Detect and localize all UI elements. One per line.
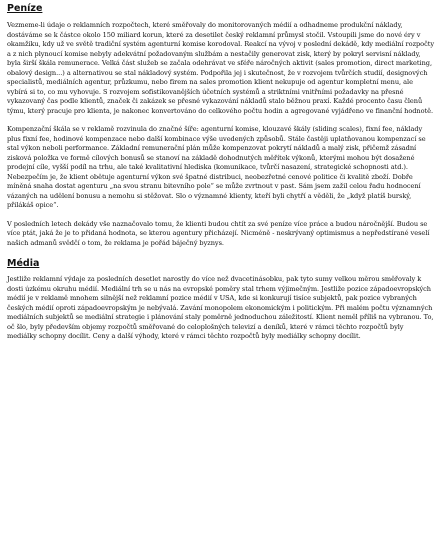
section-title-media: Média xyxy=(7,258,40,269)
money-paragraph-2: Kompenzační škála se v reklamě rozvinula do značné šíře: agenturní komise, klouzavé škály (sliding scales), fixní fee, náklady plus fixní fee, hodinové kompenzace nebo další kombinace výše uvedených způsobů. Stále častěji uplatňovanou kompenzací se stal výkon neboli performance. Základní remunerační plán může kompenzovat pokrytí nákladů a malý zisk, přičemž zásadní zisková položka ve formě cílových bonusů se stanoví na základě dohodnutých měřítek výkonů, kterými mohou být dosažené prodejní cíle, vyšší podíl na trhu, ale také kvalitativní hlediska (komunikace, tvůrčí nasazení, strategické schopnosti atd.). Nebezpečím je, že klient obětuje agenturní výkon své špatné distribuci, neobezřetné cenové politice či kvalitě zboží. Dobře míněná snaha dostat agenturu „na svou stranu bitevního pole“ se může zvrtnout v past. Sám jsem zažil celou řadu hodnocení vázaných na udělení bonusu a nemohu si stěžovat. Slo o významné klienty, kteří byli chytří a věděli, že „když platíš burský, přilákáš opice“. xyxy=(7,125,426,209)
money-paragraph-3: V posledních letech dekády vše naznačovalo tomu, že klienti budou chtít za své peníze více práce a budou náročnější. Budou se více ptát, jaká že je to přidaná hodnota, se kterou agentury přicházejí. Nicméně - neskrývaný optimismus a nepředstírané veselí našich admanů svědčí o tom, že reklama je pořád báječný byznys. xyxy=(7,219,430,247)
money-paragraph-1: Vezmeme-li údaje o reklamních rozpočtech, které směřovaly do monitorovaných médií a odhadneme produkční náklady, dostáváme se k částce okolo 150 miliard korun, které za desetilet český reklamní průmysl stočil. Vstoupili jsme do nové éry v okamžiku, kdy už ve světě tradiční systém agenturní komise korodoval. Reakcí na vývoj v poslední dekádě, kdy mediální rozpočty a z nich plynoucí komise nebyly adekvátní požadovaným službám a nestačily generovat zisk, který by pokryl servisní náklady, byla širší škála remunerace. Velká část služeb se začala odehrávat ve sféře náročných aktivit (sales promotion, direct marketing, obalový design...) a alternativou se stal nákladový systém. Podpořila jej i skutečnost, že v rozvojem tvůrčích studií, designových specialistů, mediálních agentur, průzkumu, nebo firem na sales promotion klient nekupuje od agentur kompletní menu, ale vybírá si to, co mu vyhovuje. S rozvojem sofistikovanějších účetních systémů a striktními vnitřními požadavky na přesné vykazovaný čas podle klientů, značek či zakázek se přesné vykazování nákladů stalo běžnou praxí. Každé procento času členů týmu, který pracuje pro klienta, je nakonec konvertováno do celkového počtu hodin a agregované vyjádřeno ve finanční hodnotě. xyxy=(7,21,435,115)
section-title-money: Peníze xyxy=(7,3,43,14)
media-paragraph-1: Jestliže reklamní výdaje za posledních desetlet narostly do více než dvacetinásobku, pak tyto sumy velkou měrou směřovaly k dosti úzkému okruhu médií. Mediální trh se u nás na evropské poměry stal trhem výjimečným. Jestliže pozice západoevropských médií je v reklamě mnohem silnější než reklamní pozice médií v USA, kde si konkurují tisíce subjektů, pak pozice vybraných českých médií oproti západoevropským je nebývalá. Zavání monopolem ekonomickým i politickým. Při malém počtu významných mediálních subjektů se mediální strategie i plánování staly poměrně jednoduchou záležitostí. Klient neměl příliš na vybranou. To, oč šlo, byly především objemy rozpočtů směřované do celoplošných televizí a deníků, které v rámci těchto rozpočtů byly mediálky schopny docílit. Ceny a další výhody, které v rámci těchto rozpočtů byly mediálky schopny docílit. xyxy=(7,275,434,340)
